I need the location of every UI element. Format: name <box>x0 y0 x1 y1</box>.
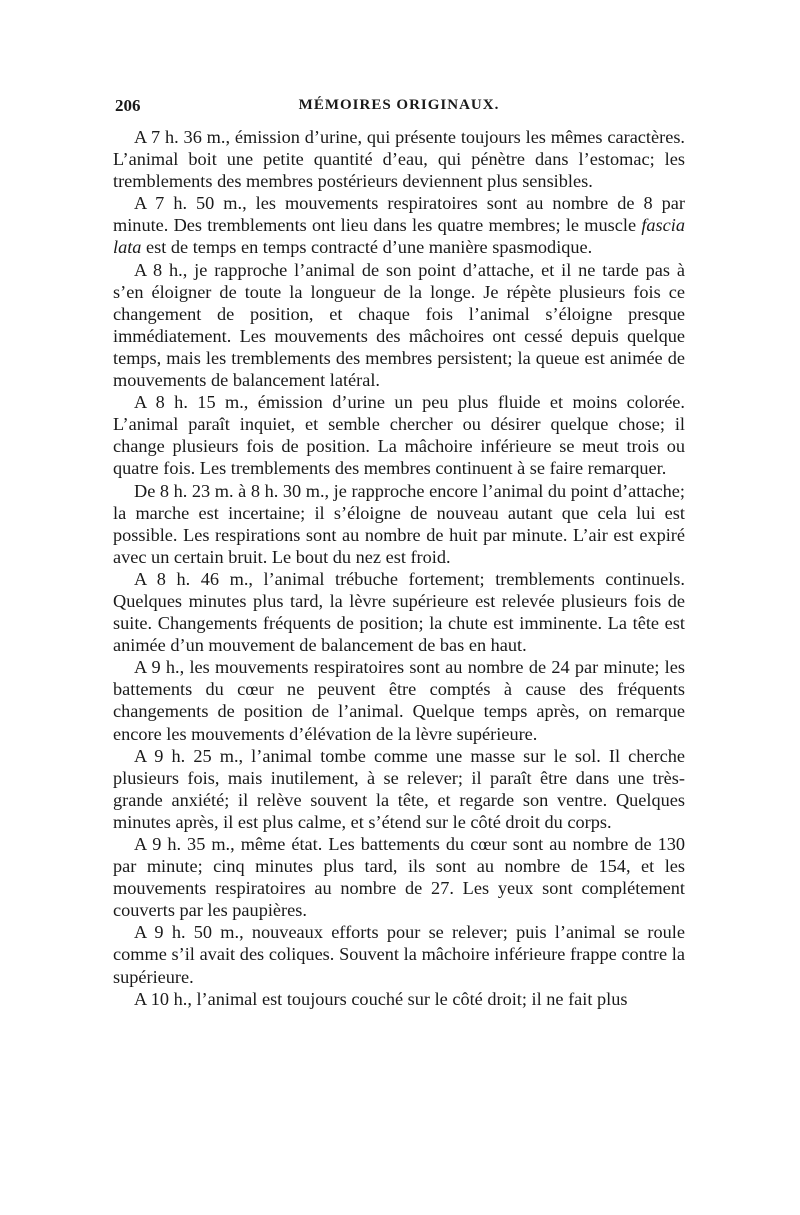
page-number: 206 <box>115 96 141 115</box>
body-text <box>113 126 685 1010</box>
paragraph-0846: A 8 h. 46 m., l’animal trébuche fortement; tremblements continuels. Quelques minutes plus tard, la lèvre supérieure est relevée plusieurs fois de suite. Changements fréquents de position; la chute est imminente. La tête est animée d’un mouvement de balancement de bas en haut. <box>113 568 685 656</box>
running-title: MÉMOIRES ORIGINAUX. <box>298 97 500 113</box>
paragraph-0900: A 9 h., les mouvements respiratoires sont au nombre de 24 par minute; les battements du cœur ne peuvent être comptés à cause des fréquents changements de position de l’animal. Quelque temps après, on remarque encore les mouvements d’élévation de la lèvre supérieure. <box>113 657 685 744</box>
paragraph-0736: A 7 h. 36 m., émission d’urine, qui présente toujours les mêmes caractères. L’animal boit une petite quantité d’eau, qui pénètre dans l’estomac; les tremblements des membres postérieurs deviennent plus sensibles. <box>113 127 685 192</box>
book-page <box>113 96 685 1010</box>
paragraph-0823: De 8 h. 23 m. à 8 h. 30 m., je rapproche encore l’animal du point d’attache; la marche est incertaine; il s’éloigne de nouveau autant que cela lui est possible. Les respirations sont au nombre de huit par minute. L’air est expiré avec un certain bruit. Le bout du nez est froid. <box>113 480 685 567</box>
paragraph-0935: A 9 h. 35 m., même état. Les battements du cœur sont au nombre de 130 par minute; cinq minutes plus tard, ils sont au nombre de 154, et les mouvements respiratoires au nombre de 27. Les yeux sont complétement couverts par les paupières. <box>113 834 685 921</box>
paragraph-0815: A 8 h. 15 m., émission d’urine un peu plus fluide et moins colorée. L’animal paraît inquiet, et semble chercher ou désirer quelque chose; il change plusieurs fois de position. La mâchoire inférieure se meut trois ou quatre fois. Les tremblements des membres continuent à se faire remarquer. <box>113 392 685 479</box>
paragraph-1000: A 10 h., l’animal est toujours couché sur le côté droit; il ne fait plus <box>134 988 628 1009</box>
page-header <box>113 96 685 122</box>
paragraph-0800: A 8 h., je rapproche l’animal de son point d’attache, et il ne tarde pas à s’en éloigner de toute la longueur de la longe. Je répète plusieurs fois ce changement de position, et chaque fois l’animal s’éloigne presque immédiatement. Les mouvements des mâchoires ont cessé depuis quelque temps, mais les tremblements des membres persistent; la queue est animée de mouvements de balancement latéral. <box>113 259 685 391</box>
paragraph-0925: A 9 h. 25 m., l’animal tombe comme une masse sur le sol. Il cherche plusieurs fois, mais inutilement, à se relever; il paraît être dans une très-grande anxiété; il relève souvent la tête, et regarde son ventre. Quelques minutes après, il est plus calme, et s’étend sur le côté droit du corps. <box>113 745 685 832</box>
paragraph-0950: A 9 h. 50 m., nouveaux efforts pour se relever; puis l’animal se roule comme s’il avait des coliques. Souvent la mâchoire inférieure frappe contre la supérieure. <box>113 922 685 987</box>
paragraph-0750: A 7 h. 50 m., les mouvements respiratoires sont au nombre de 8 par minute. Des tremblements ont lieu dans les quatre membres; le muscle fascia lata est de temps en temps contracté d’une manière spasmodique. <box>113 193 685 258</box>
italic-term: fascia lata <box>113 215 685 258</box>
